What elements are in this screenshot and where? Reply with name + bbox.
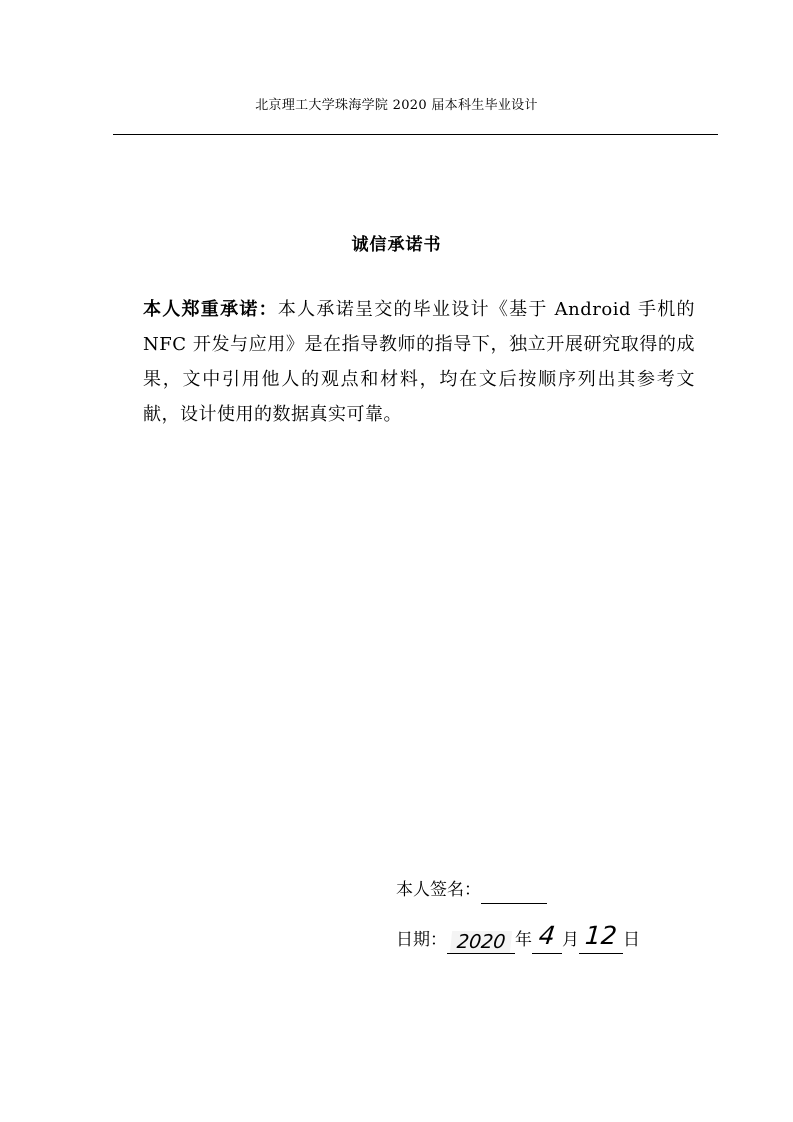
signature-label: 本人签名： [396,880,481,900]
day-handwritten-value: 12 [584,921,618,950]
pledge-body: 本人承诺呈交的毕业设计《基于 Android 手机的 NFC 开发与应用》是在指导教师的指导下，独立开展研究取得的成果，文中引用他人的观点和材料，均在文后按顺序列出其参考文献，设计使用的数据真实可靠。 [143,299,696,425]
document-title: 诚信承诺书 [351,235,442,255]
pledge-paragraph [143,292,695,432]
year-unit: 年 [515,930,532,950]
date-label: 日期： [396,930,447,950]
header-divider [113,134,718,135]
month-unit: 月 [562,930,579,950]
day-field[interactable] [579,921,623,954]
signature-row [396,876,547,904]
pledge-lead: 本人郑重承诺： [143,299,278,320]
month-handwritten-value: 4 [537,921,558,950]
month-field[interactable] [532,921,562,954]
running-header: 北京理工大学珠海学院 2020 届本科生毕业设计 [255,98,538,113]
year-field[interactable] [447,929,515,954]
signature-field[interactable] [481,879,547,904]
year-handwritten-value: 2020 [450,931,513,953]
day-unit: 日 [623,930,640,950]
date-row [396,921,640,954]
